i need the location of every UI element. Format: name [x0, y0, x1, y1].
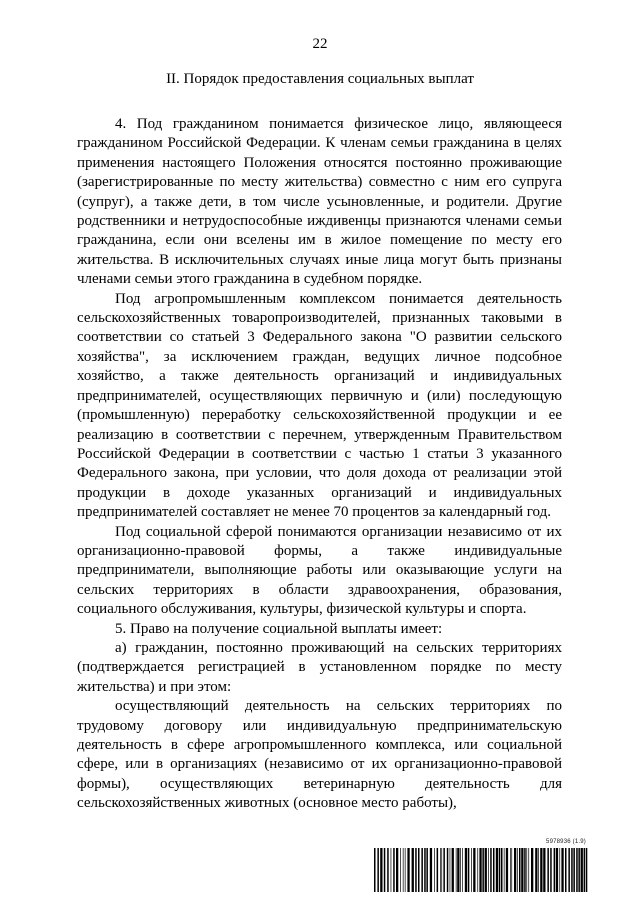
barcode-label: 5978936 (1.9): [546, 839, 586, 845]
paragraph-citizen-definition: 4. Под гражданином понимается физическое лицо, являющееся гражданином Российской Федерации. К членам семьи гражданина в целях применения настоящего Положения относятся постоянно проживающие (зарегистрированные по месту жительства) совместно с ним его супруга (супруг), а также дети, в том числе усыновленные, и родители. Другие родственники и нетрудоспособные иждивенцы признаются членами семьи гражданина, если они вселены им в жилое помещение по месту его жительства. В исключительных случаях иные лица могут быть признаны членами семьи этого гражданина в судебном порядке.: [77, 116, 562, 288]
paragraph-subitem-a: а) гражданин, постоянно проживающий на сельских территориях (подтверждается регистрацией в установленном порядке по месту жительства) и при этом:: [77, 639, 562, 695]
paragraph-right-to-payment: 5. Право на получение социальной выплаты имеет:: [115, 620, 443, 637]
paragraph-social-sphere-definition: Под социальной сферой понимаются организации независимо от их организационно-правовой формы, а также индивидуальные предприниматели, выполняющие работы или оказывающие услуги на сельских территориях в области здравоохранения, образования, социального обслуживания, культуры, физической культуры и спорта.: [77, 523, 562, 618]
barcode-icon: [374, 848, 590, 892]
document-barcode: [374, 839, 590, 895]
paragraph-agro-complex-definition: Под агропромышленным комплексом понимается деятельность сельскохозяйственных товаропроизводителей, признанных таковыми в соответствии со статьей 3 Федерального закона "О развитии сельского хозяйства", за исключением граждан, ведущих личное подсобное хозяйство, а также деятельность организаций и индивидуальных предпринимателей, осуществляющих первичную и (или) последующую (промышленную) переработку сельскохозяйственной продукции и ее реализацию в соответствии с перечнем, утвержденным Правительством Российской Федерации в соответствии с частью 1 статьи 3 указанного Федерального закона, при условии, что доля дохода от реализации этой продукции в доходе указанных организаций и индивидуальных предпринимателей составляет не менее 70 процентов за календарный год.: [77, 290, 562, 521]
document-body: [77, 115, 562, 814]
section-heading: II. Порядок предоставления социальных выплат: [166, 71, 474, 87]
page-number: 22: [312, 36, 328, 52]
paragraph-employment-condition: осуществляющий деятельность на сельских территориях по трудовому договору или индивидуальную предпринимательскую деятельность в сфере агропромышленного комплекса, или социальной сфере, или в организациях (независимо от их организационно-правовой формы), осуществляющих ветеринарную деятельность для сельскохозяйственных животных (основное место работы),: [77, 698, 562, 812]
